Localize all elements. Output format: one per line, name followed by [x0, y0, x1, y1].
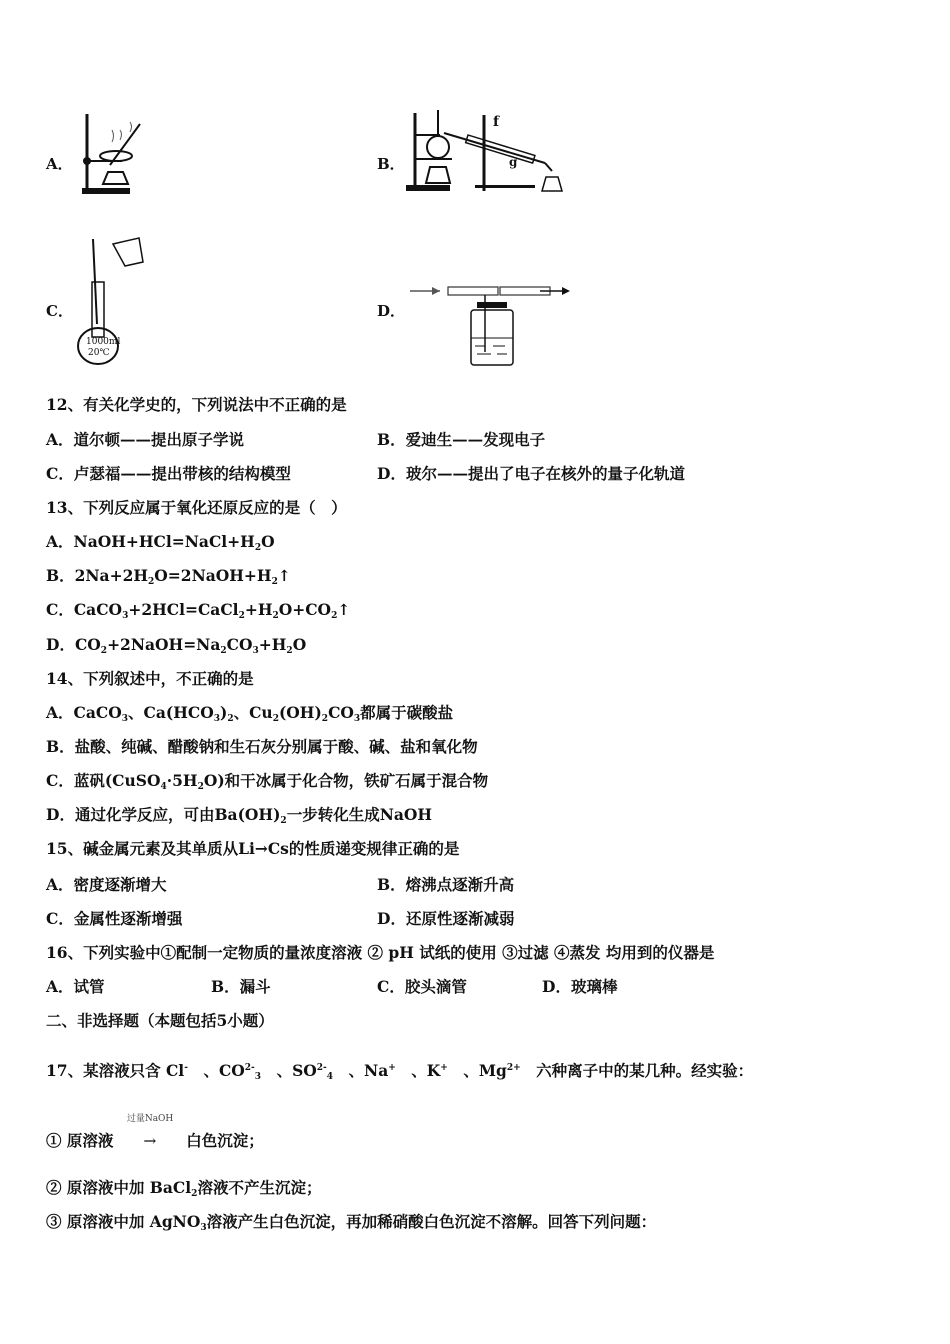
text-segment: O)和干冰属于化合物，铁矿石属于混合物 [203, 771, 489, 790]
option-text: 卢瑟福——提出带核的结构模型 [73, 464, 291, 483]
q15-option-b [377, 875, 514, 895]
text-segment: NaOH+HCl=NaCl+H [73, 532, 255, 551]
text-segment: O+CO [278, 600, 332, 619]
gas-washing-bottle-figure [405, 280, 575, 370]
q15-stem: 15、碱金属元素及其单质从Li→Cs的性质递变规律正确的是 [46, 839, 460, 858]
subscript: 2 [254, 543, 262, 553]
subscript: 2 [321, 714, 329, 724]
condenser-label-f: f [493, 114, 500, 130]
option-b-label: B． [377, 155, 405, 173]
distillation-apparatus-figure [400, 105, 580, 200]
text-segment: +H [258, 635, 287, 654]
subscript: 2 [272, 611, 279, 621]
option-label: C． [46, 600, 74, 619]
option-label: B． [377, 875, 406, 894]
flask-temperature-text: 20℃ [88, 348, 110, 358]
volumetric-flask-transfer-figure [75, 234, 145, 369]
option-text [74, 703, 454, 722]
q12-option-a [46, 430, 244, 450]
text-segment: (OH) [278, 703, 322, 722]
option-text: 玻璃棒 [570, 977, 618, 996]
text-segment: 、Na [333, 1061, 389, 1080]
text-segment: CO [328, 703, 354, 722]
text-segment: 溶液不产生沉淀； [197, 1178, 322, 1197]
step2-text [46, 1178, 321, 1197]
subscript: 3 [122, 611, 129, 621]
option-text: 道尔顿——提出原子学说 [73, 430, 245, 449]
text-segment: ③ 原溶液中加 AgNO [46, 1212, 201, 1231]
subscript: 2 [148, 577, 155, 587]
condenser-label-g: g [509, 155, 518, 169]
q12-option-d [377, 464, 685, 484]
subscript: 3 [254, 1072, 262, 1082]
option-text: 金属性逐渐增强 [73, 909, 183, 928]
step1-start: ① 原溶液 [46, 1131, 114, 1150]
text-segment: +2NaOH=Na [107, 635, 221, 654]
subscript: 2 [197, 782, 204, 792]
option-label: C． [377, 977, 405, 996]
text-segment: 、SO [261, 1061, 317, 1080]
subscript: 2 [100, 646, 108, 656]
text-segment: 都属于碳酸盐 [360, 703, 454, 722]
subscript: 2 [331, 611, 338, 621]
q16-option-d [542, 977, 617, 997]
option-label: A． [46, 875, 74, 894]
q14-option-c [46, 771, 488, 791]
subscript: 3 [213, 714, 220, 724]
q12-stem: 12、有关化学史的，下列说法中不正确的是 [46, 395, 347, 414]
option-formula [74, 600, 350, 619]
q17-step1 [46, 1114, 264, 1151]
q15-option-c [46, 909, 182, 929]
text-segment: 、Mg [447, 1061, 507, 1080]
text-segment: 溶液产生白色沉淀，再加稀硝酸白色沉淀不溶解。回答下列问题： [206, 1212, 657, 1231]
q13-option-d [46, 635, 306, 655]
superscript: 2+ [506, 1062, 521, 1073]
option-a-label: A． [46, 155, 73, 173]
text-segment: 、Ca(HCO [128, 703, 214, 722]
q17-stem [46, 1061, 753, 1081]
text-segment: 、K [395, 1061, 441, 1080]
subscript: 2 [271, 577, 278, 587]
option-label: C． [46, 771, 74, 790]
option-label: B． [377, 430, 406, 449]
text-segment: 一步转化生成NaOH [286, 805, 433, 824]
option-text: 玻尔——提出了电子在核外的量子化轨道 [405, 464, 685, 483]
subscript: 4 [326, 1072, 334, 1082]
option-formula [74, 532, 275, 551]
text-segment: ↑ [337, 600, 351, 619]
option-label: D． [542, 977, 571, 996]
q17-step3 [46, 1212, 656, 1232]
option-label: D． [377, 909, 406, 928]
q13-option-c [46, 600, 350, 620]
q14-stem: 14、下列叙述中，不正确的是 [46, 669, 254, 688]
text-segment: CaCO [73, 600, 123, 619]
text-segment: CO [226, 635, 253, 654]
text-segment: 六种离子中的某几种。经实验： [520, 1061, 754, 1080]
q15-option-a [46, 875, 167, 895]
option-formula [75, 566, 291, 585]
superscript: 2- [244, 1062, 255, 1073]
option-label: D． [46, 635, 75, 654]
option-text: 熔沸点逐渐升高 [405, 875, 515, 894]
subscript: 2 [191, 1189, 198, 1199]
option-label: C． [46, 464, 74, 483]
text-segment: ) [219, 703, 228, 722]
superscript: + [388, 1062, 396, 1073]
text-segment: +H [244, 600, 273, 619]
superscript: 2- [316, 1062, 327, 1073]
text-segment: O [292, 635, 307, 654]
text-segment: 2Na+2H [74, 566, 149, 585]
reaction-arrow [119, 1114, 181, 1151]
q17-stem-text [46, 1061, 753, 1080]
q14-option-d [46, 805, 432, 825]
subscript: 2 [286, 646, 293, 656]
q12-option-c [46, 464, 291, 484]
subscript: 4 [160, 782, 167, 792]
option-label: A． [46, 532, 74, 551]
option-text [75, 737, 478, 756]
option-label: B． [211, 977, 240, 996]
text-segment: 17、某溶液只含 Cl [46, 1061, 185, 1080]
subscript: 3 [353, 714, 361, 724]
superscript: + [440, 1062, 448, 1073]
option-label: A． [46, 430, 74, 449]
subscript: 2 [227, 714, 234, 724]
q16-option-b [211, 977, 271, 997]
option-label: A． [46, 977, 74, 996]
option-formula [75, 635, 306, 654]
q13-option-b [46, 566, 291, 586]
q15-option-d [377, 909, 514, 929]
option-text: 试管 [73, 977, 105, 996]
flask-volume-text: 1000ml [86, 337, 121, 347]
q16-option-c [377, 977, 467, 997]
text-segment: 、CO [187, 1061, 245, 1080]
text-segment: CaCO [73, 703, 122, 722]
text-segment: 、Cu [233, 703, 273, 722]
subscript: 2 [272, 714, 279, 724]
text-segment: ② 原溶液中加 BaCl [46, 1178, 192, 1197]
q12-option-b [377, 430, 545, 450]
option-text: 还原性逐渐减弱 [405, 909, 515, 928]
option-text: 爱迪生——发现电子 [405, 430, 546, 449]
option-label: A． [46, 703, 74, 722]
subscript: 3 [252, 646, 259, 656]
option-label: C． [46, 909, 74, 928]
q13-option-a [46, 532, 275, 552]
evaporation-apparatus-figure [70, 110, 160, 200]
option-label: B． [46, 737, 75, 756]
option-text: 密度逐渐增大 [73, 875, 167, 894]
subscript: 2 [280, 816, 287, 826]
option-label: D． [46, 805, 75, 824]
text-segment: O [261, 532, 275, 551]
q14-option-a [46, 703, 453, 723]
option-text: 胶头滴管 [404, 977, 467, 996]
q17-step2 [46, 1178, 321, 1198]
superscript: - [184, 1062, 188, 1073]
text-segment: ·5H [166, 771, 198, 790]
q14-option-b [46, 737, 478, 757]
option-text [74, 771, 488, 790]
option-label: B． [46, 566, 75, 585]
option-d-label: D． [377, 302, 406, 320]
reagent-label: 过量NaOH [126, 1114, 174, 1124]
q16-stem: 16、下列实验中①配制一定物质的量浓度溶液 ② pH 试纸的使用 ③过滤 ④蒸发 均用到的仪器是 [46, 943, 715, 962]
option-text: 漏斗 [239, 977, 271, 996]
option-c-label: C． [46, 302, 73, 320]
text-segment: ↑ [277, 566, 291, 585]
text-segment: 蓝矾(CuSO [73, 771, 161, 790]
text-segment: O=2NaOH+H [154, 566, 272, 585]
section-heading: 二、非选择题（本题包括5小题） [46, 1011, 274, 1030]
text-segment: 通过化学反应，可由Ba(OH) [74, 805, 281, 824]
q16-option-a [46, 977, 105, 997]
text-segment: 盐酸、纯碱、醋酸钠和生石灰分别属于酸、碱、盐和氧化物 [74, 737, 478, 756]
text-segment: CO [74, 635, 101, 654]
subscript: 2 [238, 611, 245, 621]
option-text [75, 805, 432, 824]
option-label: D． [377, 464, 406, 483]
text-segment: +2HCl=CaCl [128, 600, 239, 619]
step1-end: 白色沉淀； [186, 1131, 264, 1150]
arrow-icon: → [143, 1132, 157, 1150]
subscript: 3 [121, 714, 129, 724]
subscript: 2 [220, 646, 227, 656]
subscript: 3 [200, 1223, 207, 1233]
step3-text [46, 1212, 656, 1231]
q13-stem: 13、下列反应属于氧化还原反应的是（ ） [46, 498, 347, 517]
